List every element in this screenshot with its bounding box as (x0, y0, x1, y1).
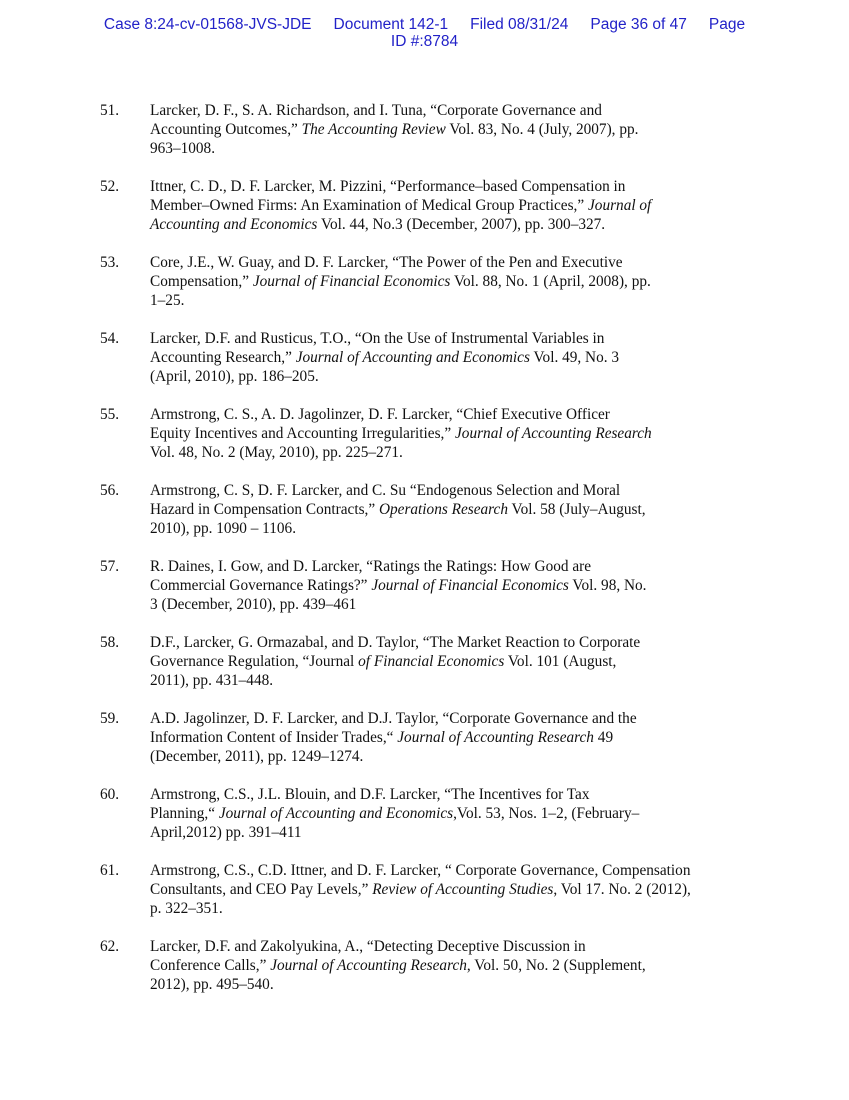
reference-item (100, 633, 760, 690)
reference-number: 57. (100, 558, 120, 575)
reference-text: Larcker, D. F., S. A. Richardson, and I. Tuna, “Corporate Governance and Accounting Outcomes,” The Accounting Review Vol. 83, No. 4 (July, 2007), pp. 963–1008. (150, 102, 639, 157)
reference-number: 53. (100, 254, 120, 271)
reference-number: 62. (100, 938, 120, 955)
reference-item (100, 937, 760, 994)
reference-number: 52. (100, 178, 120, 195)
reference-text: R. Daines, I. Gow, and D. Larcker, “Ratings the Ratings: How Good are Commercial Governance Ratings?” Journal of Financial Economics Vol. 98, No. 3 (December, 2010), pp. 439–461 (150, 558, 647, 613)
reference-number: 55. (100, 406, 120, 423)
case-header (0, 16, 849, 50)
filed-date: Filed 08/31/24 (470, 16, 569, 33)
reference-number: 60. (100, 786, 120, 803)
page-id-label: Page (708, 16, 746, 33)
reference-item (100, 177, 760, 234)
reference-number: 58. (100, 634, 120, 651)
reference-list (100, 101, 760, 1013)
case-number: Case 8:24-cv-01568-JVS-JDE (103, 16, 312, 33)
reference-text: Larcker, D.F. and Zakolyukina, A., “Detecting Deceptive Discussion in Conference Calls,” Journal of Accounting Research, Vol. 50, No. 2 (Supplement, 2012), pp. 495–540. (150, 938, 646, 993)
reference-item (100, 861, 760, 918)
reference-text: Armstrong, C.S., J.L. Blouin, and D.F. Larcker, “The Incentives for Tax Planning,“ Journal of Accounting and Economics,Vol. 53, Nos. 1–2, (February– April,2012) pp. 391–411 (150, 786, 640, 841)
document-number: Document 142-1 (333, 16, 449, 33)
reference-item (100, 329, 760, 386)
reference-item (100, 709, 760, 766)
reference-item (100, 253, 760, 310)
reference-item (100, 785, 760, 842)
reference-number: 54. (100, 330, 120, 347)
reference-number: 59. (100, 710, 120, 727)
reference-number: 56. (100, 482, 120, 499)
reference-text: Larcker, D.F. and Rusticus, T.O., “On the Use of Instrumental Variables in Accounting Research,” Journal of Accounting and Economics Vol. 49, No. 3 (April, 2010), pp. 186–205. (150, 330, 620, 385)
case-header-line-1 (0, 16, 849, 33)
reference-number: 51. (100, 102, 120, 119)
page-id: ID #:8784 (390, 33, 459, 50)
reference-item (100, 481, 760, 538)
reference-text: A.D. Jagolinzer, D. F. Larcker, and D.J. Taylor, “Corporate Governance and the Information Content of Insider Trades,“ Journal of Accounting Research 49 (December, 2011), pp. 1249–1274. (150, 710, 637, 765)
reference-text: D.F., Larcker, G. Ormazabal, and D. Taylor, “The Market Reaction to Corporate Governance Regulation, “Journal of Financial Economics Vol. 101 (August, 2011), pp. 431–448. (150, 634, 641, 689)
reference-text: Armstrong, C.S., C.D. Ittner, and D. F. Larcker, “ Corporate Governance, Compensation Consultants, and CEO Pay Levels,” Review of Accounting Studies, Vol 17. No. 2 (2012), p. 322–351. (150, 862, 691, 917)
reference-text: Armstrong, C. S., A. D. Jagolinzer, D. F. Larcker, “Chief Executive Officer Equity Incentives and Accounting Irregularities,” Journal of Accounting Research Vol. 48, No. 2 (May, 2010), pp. 225–271. (150, 406, 652, 461)
reference-text: Armstrong, C. S, D. F. Larcker, and C. Su “Endogenous Selection and Moral Hazard in Compensation Contracts,” Operations Research Vol. 58 (July–August, 2010), pp. 1090 – 1106. (150, 482, 646, 537)
reference-item (100, 405, 760, 462)
reference-item (100, 557, 760, 614)
page-count: Page 36 of 47 (590, 16, 687, 33)
reference-text: Ittner, C. D., D. F. Larcker, M. Pizzini, “Performance–based Compensation in Member–Owned Firms: An Examination of Medical Group Practices,” Journal of Accounting and Economics Vol. 44, No.3 (December, 2007), pp. 300–327. (150, 178, 652, 233)
reference-number: 61. (100, 862, 120, 879)
reference-item (100, 101, 760, 158)
reference-text: Core, J.E., W. Guay, and D. F. Larcker, “The Power of the Pen and Executive Compensation,” Journal of Financial Economics Vol. 88, No. 1 (April, 2008), pp. 1–25. (150, 254, 651, 309)
